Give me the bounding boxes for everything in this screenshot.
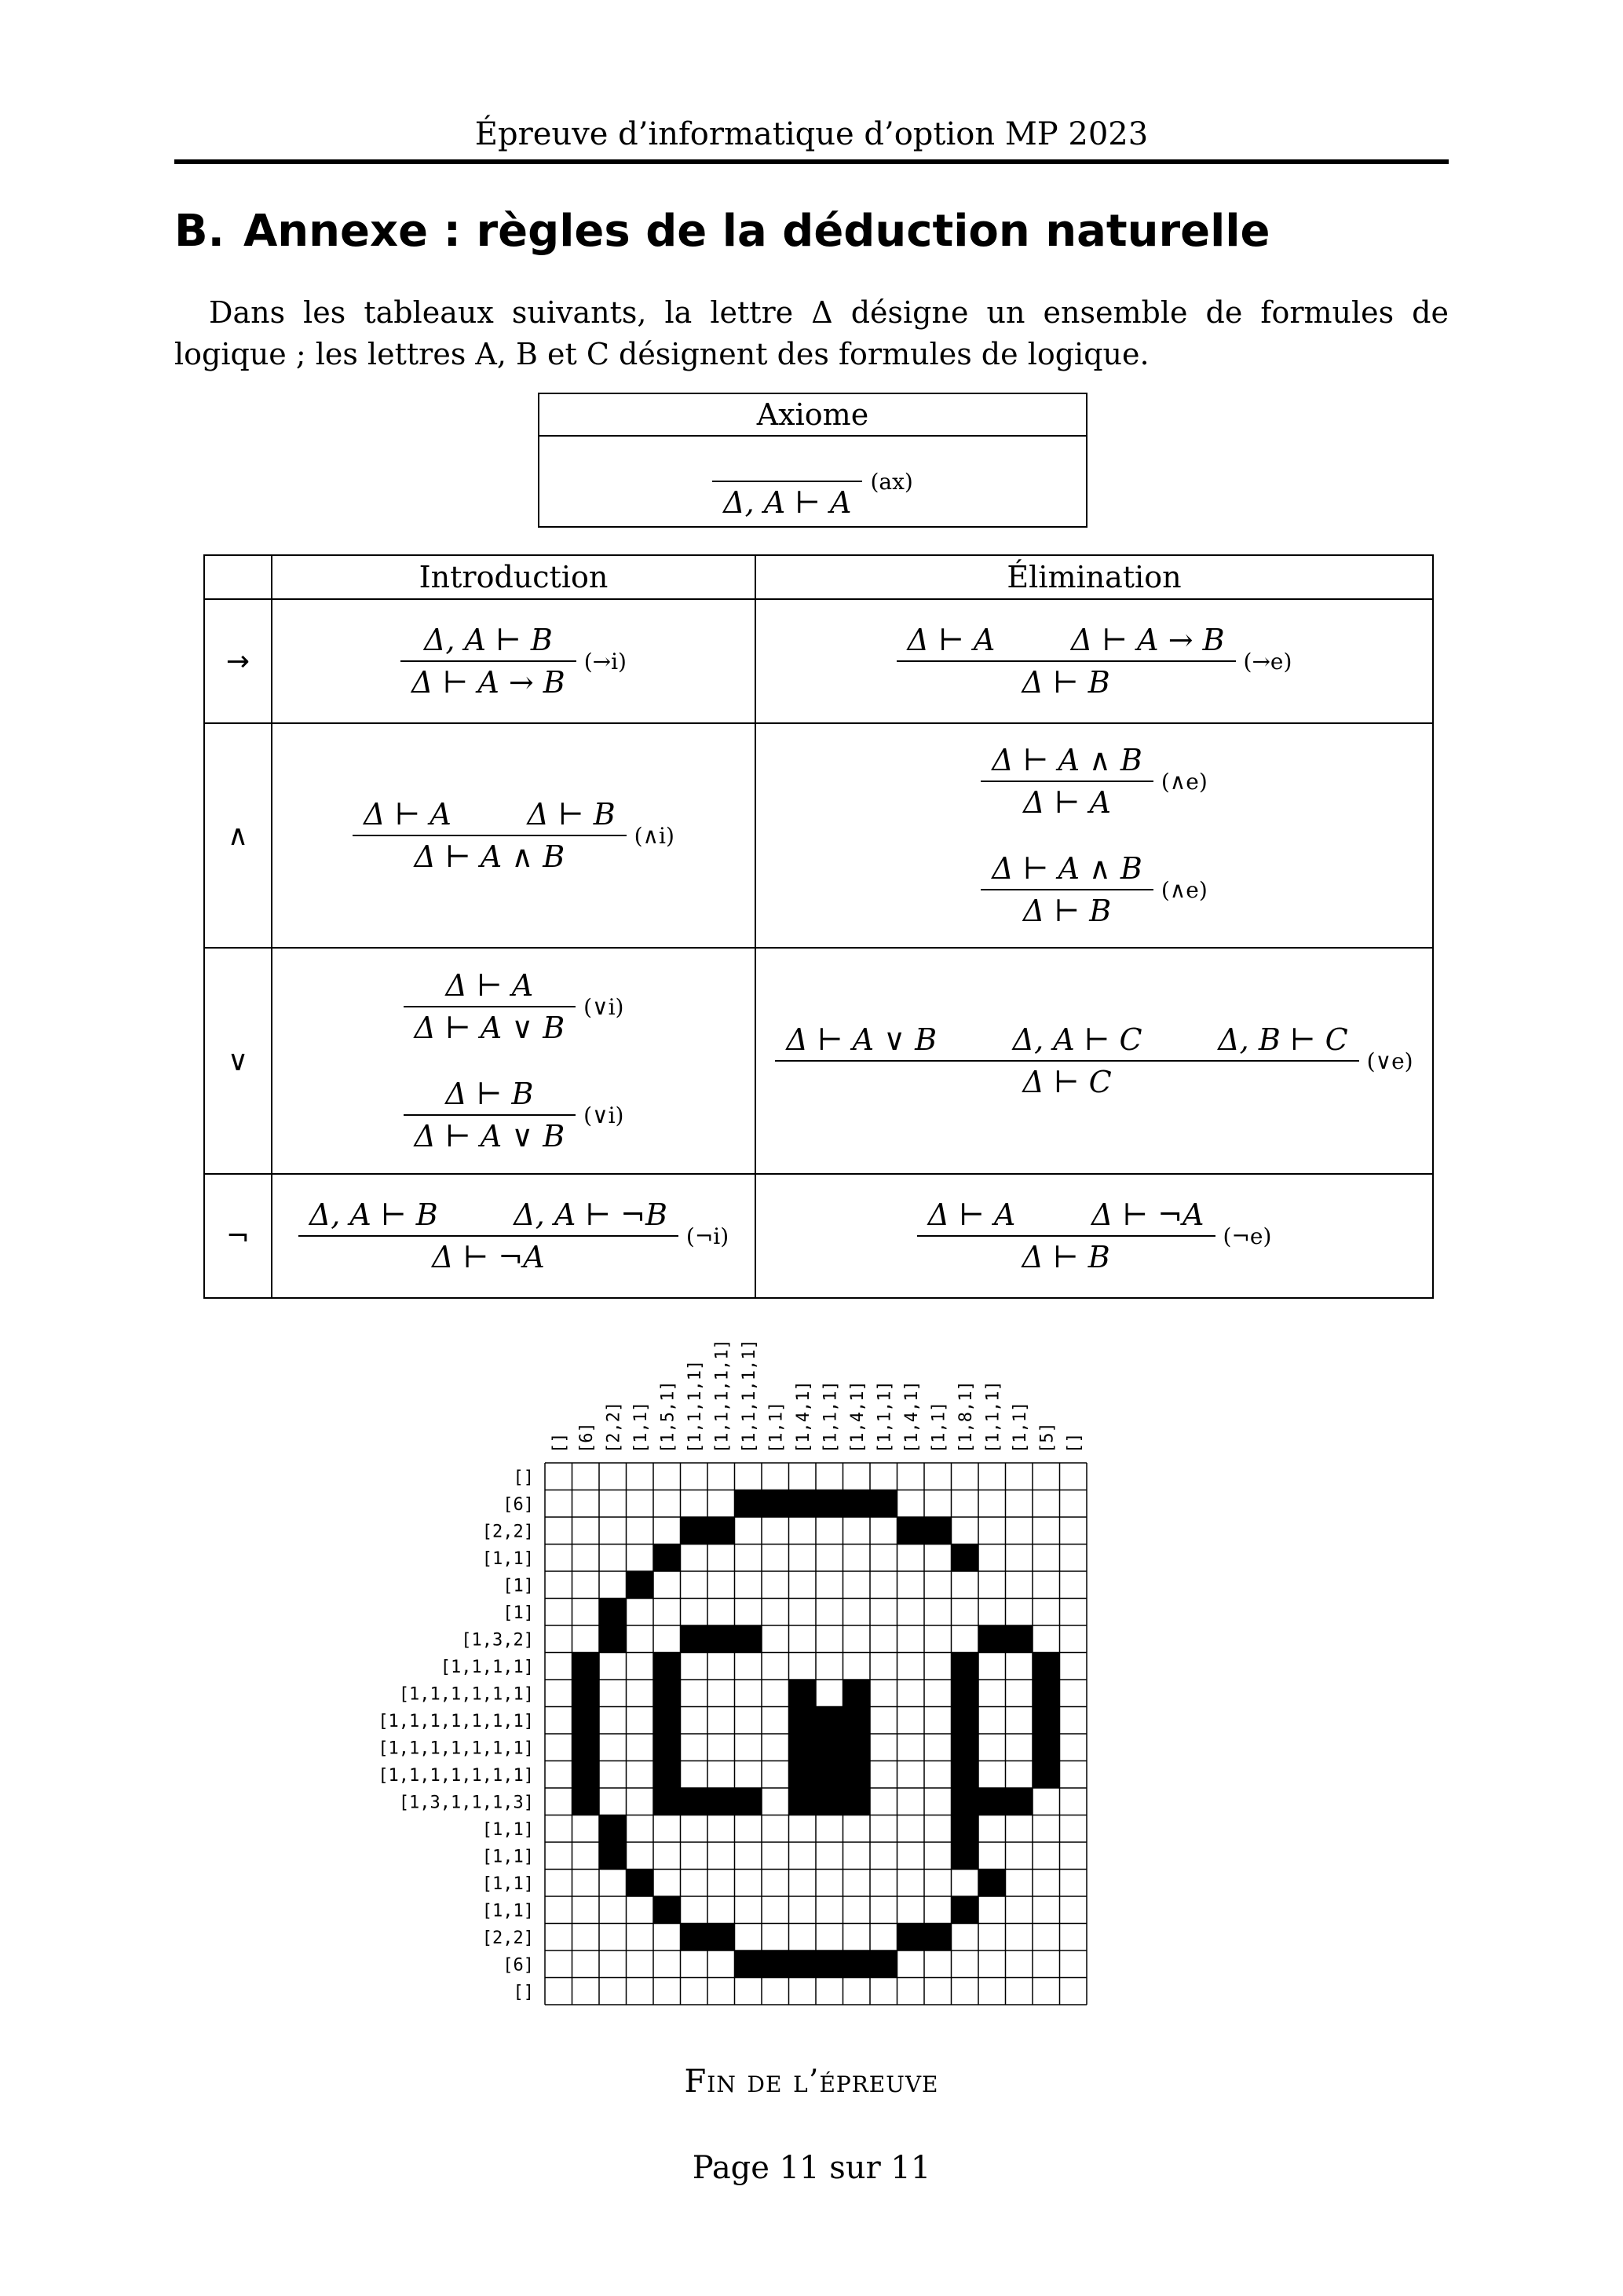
inference-rule (897, 623, 1292, 700)
inference-rule (917, 1197, 1272, 1274)
row-clue: [1,1,1,1,1,1,1] (378, 1738, 534, 1759)
nonogram-filled-cell (843, 1951, 871, 1978)
nonogram-filled-cell (978, 1870, 1006, 1897)
row-clue: [1,1,1,1] (440, 1657, 534, 1677)
page-number: Page 11 sur 11 (692, 2150, 931, 2186)
rule-conclusion: Δ ⊢ B (1022, 665, 1110, 700)
nonogram-filled-cell (707, 1625, 735, 1653)
nonogram-filled-cell (735, 1951, 762, 1978)
nonogram-filled-cell (843, 1734, 871, 1761)
nonogram-filled-cell (599, 1815, 627, 1843)
nonogram-filled-cell (572, 1653, 600, 1680)
inference-rule-ax (712, 443, 913, 520)
nonogram-filled-cell (789, 1951, 817, 1978)
row-clue: [6] (503, 1494, 534, 1515)
nonogram-filled-cell (681, 1517, 708, 1545)
nonogram-filled-cell (599, 1599, 627, 1626)
nonogram-filled-cell (843, 1788, 871, 1815)
rule-tag: (→e) (1243, 648, 1292, 675)
rule-premises: Δ ⊢ A ∧ B (992, 743, 1142, 777)
nonogram-filled-cell (978, 1788, 1006, 1815)
nonogram-filled-cell (735, 1788, 762, 1815)
intro-cell-disjunction (272, 948, 755, 1174)
nonogram-filled-cell (789, 1761, 817, 1789)
inference-rule (400, 623, 627, 700)
rule-conclusion: Δ ⊢ C (1022, 1065, 1112, 1099)
rule-tag: (∧i) (634, 822, 674, 849)
nonogram-filled-cell (762, 1490, 789, 1518)
nonogram-filled-cell (735, 1625, 762, 1653)
elim-cell-implication (755, 599, 1433, 723)
row-clue: [1,1] (481, 1847, 534, 1867)
rule-conclusion: Δ ⊢ A ∨ B (414, 1011, 565, 1045)
nonogram-filled-cell (1033, 1680, 1060, 1707)
column-clue: [] (550, 1432, 570, 1453)
rule-conclusion: Δ ⊢ A → B (411, 665, 565, 700)
nonogram-filled-cell (789, 1788, 817, 1815)
column-clue: [1,4,1] (901, 1380, 922, 1453)
row-conjunction (204, 723, 1433, 948)
rule-premises: Δ, A ⊢ B Δ, A ⊢ ¬B (309, 1197, 667, 1232)
rule-premises: Δ ⊢ A Δ ⊢ B (364, 797, 616, 832)
rule-tag: (¬e) (1223, 1223, 1272, 1249)
nonogram-puzzle (0, 1327, 1623, 2018)
nonogram-filled-cell (681, 1788, 708, 1815)
rule-tag: (∨e) (1366, 1047, 1413, 1074)
nonogram-filled-cell (707, 1924, 735, 1951)
nonogram-filled-cell (816, 1734, 843, 1761)
rule-conclusion: Δ, A ⊢ A (723, 485, 852, 520)
connective-conjunction: ∧ (204, 723, 272, 948)
elim-cell-negation (755, 1174, 1433, 1298)
intro-cell-conjunction (272, 723, 755, 948)
row-implication (204, 599, 1433, 723)
nonogram-filled-cell (707, 1788, 735, 1815)
inference-rule (981, 743, 1208, 820)
column-clue: [1,4,1] (793, 1380, 813, 1453)
nonogram-filled-cell (735, 1490, 762, 1518)
row-clue: [1,3,1,1,1,3] (398, 1793, 534, 1813)
elimination-header: Élimination (755, 555, 1433, 599)
nonogram-filled-cell (843, 1761, 871, 1789)
column-clue: [1,4,1] (847, 1380, 868, 1453)
column-clue: [2,2] (604, 1401, 624, 1453)
section-heading (174, 206, 1270, 257)
nonogram-filled-cell (681, 1625, 708, 1653)
column-clue: [] (1064, 1432, 1084, 1453)
nonogram-filled-cell (653, 1545, 681, 1572)
column-clue: [1,1,1] (821, 1380, 841, 1453)
nonogram-filled-cell (843, 1707, 871, 1735)
nonogram-filled-cell (924, 1517, 952, 1545)
nonogram-filled-cell (952, 1815, 979, 1843)
nonogram-filled-cell (870, 1951, 897, 1978)
elim-cell-conjunction (755, 723, 1433, 948)
rule-premises: Δ ⊢ B (445, 1077, 534, 1111)
nonogram-filled-cell (653, 1734, 681, 1761)
nonogram-filled-cell (1033, 1653, 1060, 1680)
rule-conclusion: Δ ⊢ ¬A (432, 1240, 545, 1274)
deduction-rules-table (203, 554, 1434, 1299)
row-clue: [] (513, 1468, 534, 1488)
rule-tag: (→i) (583, 648, 627, 675)
nonogram-filled-cell (1033, 1734, 1060, 1761)
intro-cell-negation (272, 1174, 755, 1298)
introduction-header: Introduction (272, 555, 755, 599)
rule-conclusion: Δ ⊢ B (1022, 1240, 1110, 1274)
nonogram-filled-cell (816, 1707, 843, 1735)
nonogram-filled-cell (653, 1680, 681, 1707)
nonogram-filled-cell (952, 1707, 979, 1735)
nonogram-filled-cell (952, 1896, 979, 1924)
rule-premises: Δ ⊢ A ∨ B Δ, A ⊢ C Δ, B ⊢ C (786, 1022, 1348, 1057)
axiom-header: Axiome (539, 393, 1087, 436)
inference-rule (353, 797, 674, 874)
row-clue: [] (513, 1982, 534, 2002)
nonogram-filled-cell (789, 1707, 817, 1735)
row-clue: [1,1] (481, 1901, 534, 1921)
inference-rule (775, 1022, 1413, 1099)
column-clue: [1,1,1] (983, 1380, 1003, 1453)
rule-tag: (∧e) (1161, 768, 1208, 795)
nonogram-filled-cell (599, 1842, 627, 1870)
rule-premises: Δ, A ⊢ B (423, 623, 553, 657)
nonogram-filled-cell (1006, 1788, 1033, 1815)
running-header: Épreuve d’informatique d’option MP 2023 (474, 116, 1149, 152)
nonogram-filled-cell (870, 1490, 897, 1518)
row-negation (204, 1174, 1433, 1298)
nonogram-filled-cell (572, 1761, 600, 1789)
rule-premises: Δ ⊢ A (445, 968, 534, 1003)
rule-conclusion: Δ ⊢ A ∨ B (414, 1119, 565, 1153)
nonogram-filled-cell (843, 1490, 871, 1518)
column-clue: [1,1,1] (875, 1380, 895, 1453)
rule-tag: (∨i) (583, 993, 624, 1020)
nonogram-filled-cell (653, 1788, 681, 1815)
connective-disjunction: ∨ (204, 948, 272, 1174)
nonogram-filled-cell (897, 1924, 925, 1951)
nonogram-filled-cell (952, 1734, 979, 1761)
rule-conclusion: Δ ⊢ A (1023, 785, 1111, 820)
nonogram-filled-cell (952, 1545, 979, 1572)
nonogram-filled-cell (816, 1951, 843, 1978)
rule-tag: (ax) (870, 468, 913, 495)
nonogram-filled-cell (707, 1517, 735, 1545)
column-clue: [5] (1037, 1422, 1058, 1453)
nonogram-filled-cell (627, 1571, 654, 1599)
nonogram-filled-cell (789, 1490, 817, 1518)
rule-tag: (∨i) (583, 1102, 624, 1128)
intro-cell-implication (272, 599, 755, 723)
nonogram-filled-cell (653, 1896, 681, 1924)
row-clue: [2,2] (481, 1522, 534, 1542)
rule-premises: Δ ⊢ A Δ ⊢ ¬A (927, 1197, 1204, 1232)
nonogram-filled-cell (653, 1707, 681, 1735)
row-clue: [2,2] (481, 1928, 534, 1948)
nonogram-filled-cell (572, 1707, 600, 1735)
nonogram-filled-cell (572, 1734, 600, 1761)
nonogram-filled-cell (789, 1734, 817, 1761)
nonogram-filled-cell (978, 1625, 1006, 1653)
nonogram-filled-cell (762, 1951, 789, 1978)
column-clue: [6] (576, 1422, 597, 1453)
rule-tag: (¬i) (685, 1223, 729, 1249)
nonogram-filled-cell (653, 1653, 681, 1680)
corner-cell (204, 555, 272, 599)
connective-negation: ¬ (204, 1174, 272, 1298)
section-number: B. (174, 206, 225, 257)
column-clue: [1,1] (929, 1401, 949, 1453)
column-clue: [1,8,1] (956, 1380, 976, 1453)
nonogram-filled-cell (952, 1761, 979, 1789)
rule-tag: (∧e) (1161, 876, 1208, 903)
nonogram-filled-cell (816, 1788, 843, 1815)
column-clue: [1,5,1] (658, 1380, 678, 1453)
axiom-cell (539, 436, 1087, 527)
inference-rule (404, 968, 624, 1045)
rule-premises (777, 443, 799, 481)
nonogram-filled-cell (897, 1517, 925, 1545)
column-clue: [1,1] (1010, 1401, 1030, 1453)
rule-conclusion: Δ ⊢ B (1022, 894, 1112, 928)
row-clue: [1,1] (481, 1819, 534, 1840)
nonogram-filled-cell (572, 1788, 600, 1815)
nonogram-filled-cell (789, 1680, 817, 1707)
axiom-table (538, 393, 1087, 528)
nonogram-filled-cell (952, 1680, 979, 1707)
nonogram-filled-cell (816, 1761, 843, 1789)
closing-line: Fin de l’épreuve (684, 2064, 939, 2100)
row-clue: [1,1] (481, 1874, 534, 1894)
nonogram-filled-cell (599, 1625, 627, 1653)
nonogram-filled-cell (843, 1680, 871, 1707)
inference-rule (404, 1077, 624, 1153)
header-rule (174, 159, 1449, 164)
row-clue: [6] (503, 1955, 534, 1976)
column-clue: [1,1] (766, 1401, 787, 1453)
nonogram-filled-cell (952, 1842, 979, 1870)
rule-premises: Δ ⊢ A ∧ B (992, 851, 1142, 886)
column-clue: [1,1,1,1] (685, 1359, 705, 1453)
nonogram-filled-cell (653, 1761, 681, 1789)
rule-premises: Δ ⊢ A Δ ⊢ A → B (907, 623, 1225, 657)
row-clue: [1,3,2] (461, 1630, 534, 1651)
nonogram-filled-cell (816, 1490, 843, 1518)
row-clue: [1,1,1,1,1,1,1] (378, 1711, 534, 1731)
inference-rule (981, 851, 1208, 928)
nonogram-filled-cell (952, 1653, 979, 1680)
intro-paragraph: Dans les tableaux suivants, la lettre Δ désigne un ensemble de formules de logique ; les lettres A, B et C désignent des formules de logique. (174, 295, 1449, 371)
nonogram-filled-cell (1033, 1761, 1060, 1789)
elim-cell-disjunction (755, 948, 1433, 1174)
row-clue: [1,1,1,1,1,1,1] (378, 1765, 534, 1786)
nonogram-filled-cell (681, 1924, 708, 1951)
section-title: Annexe : règles de la déduction naturelle (243, 206, 1270, 257)
rule-conclusion: Δ ⊢ A ∧ B (414, 839, 565, 874)
nonogram-filled-cell (627, 1870, 654, 1897)
row-disjunction (204, 948, 1433, 1174)
row-clue: [1,1] (481, 1548, 534, 1569)
nonogram-filled-cell (1006, 1625, 1033, 1653)
inference-rule (298, 1197, 729, 1274)
nonogram-filled-cell (924, 1924, 952, 1951)
nonogram-filled-cell (1033, 1707, 1060, 1735)
row-clue: [1] (503, 1603, 534, 1623)
column-clue: [1,1] (631, 1401, 651, 1453)
nonogram-filled-cell (572, 1680, 600, 1707)
row-clue: [1] (503, 1576, 534, 1596)
connective-implication: → (204, 599, 272, 723)
row-clue: [1,1,1,1,1,1] (398, 1684, 534, 1705)
column-clue: [1,1,1,1,1] (739, 1339, 759, 1453)
nonogram-filled-cell (952, 1788, 979, 1815)
column-clue: [1,1,1,1,1] (712, 1339, 733, 1453)
